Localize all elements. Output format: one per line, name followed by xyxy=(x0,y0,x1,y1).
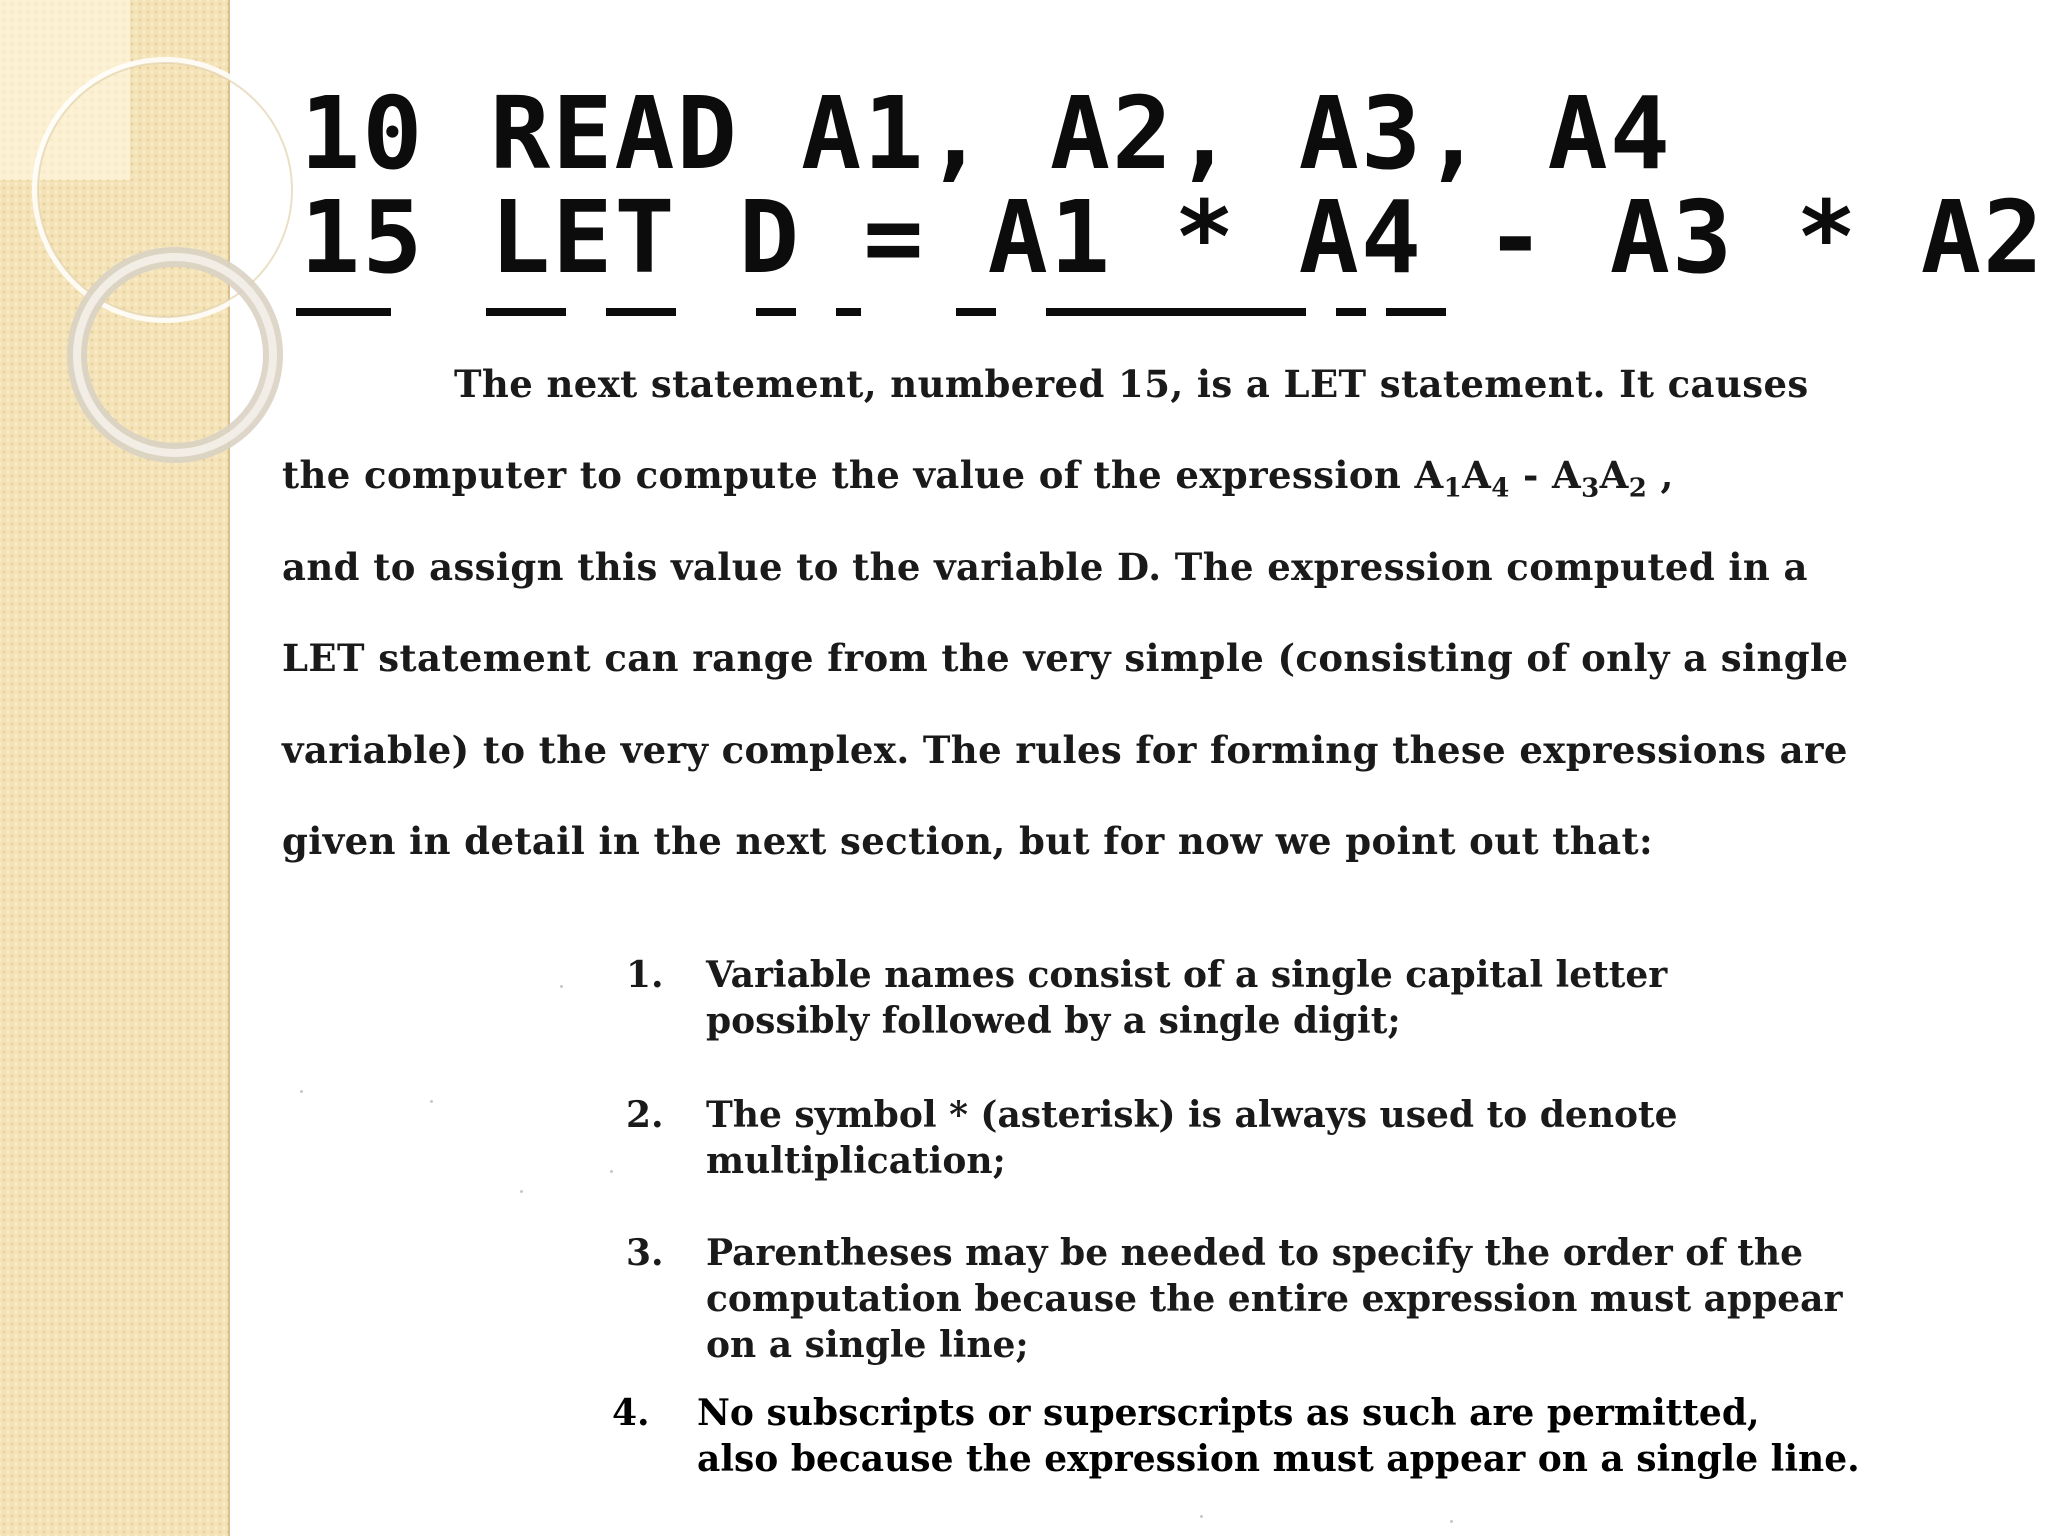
code-line-read xyxy=(300,75,1672,192)
list-item-line: multiplication; xyxy=(706,1140,1006,1182)
list-item-line: computation because the entire expression must appear xyxy=(706,1278,1843,1320)
expression-var: A xyxy=(1599,453,1629,497)
list-number: 3. xyxy=(626,1232,664,1274)
line-number: 10 xyxy=(300,75,425,192)
small-ring-highlight xyxy=(77,257,273,453)
list-item-line: Parentheses may be needed to specify the order of the xyxy=(706,1232,1803,1274)
expression-text: the computer to compute the value of the expression A xyxy=(282,453,1444,497)
line-number: 15 xyxy=(300,179,425,296)
cropped-glyph xyxy=(486,308,566,316)
paragraph-line: LET statement can range from the very simple (consisting of only a single xyxy=(282,636,1849,680)
list-item-text xyxy=(706,952,1667,1044)
list-item-text xyxy=(697,1390,1860,1482)
scan-speck xyxy=(1200,1515,1203,1518)
list-number: 2. xyxy=(626,1094,664,1136)
cropped-glyph xyxy=(836,308,861,316)
let-statement: LET D = A1 * A4 - A3 * A2 xyxy=(490,179,2046,296)
paragraph-line-expression xyxy=(282,453,1674,504)
paragraph-line: given in detail in the next section, but for now we point out that: xyxy=(282,819,1654,863)
cropped-glyph xyxy=(1386,308,1446,316)
code-line-let xyxy=(300,179,2046,296)
expression-minus: - A xyxy=(1509,453,1582,497)
cropped-glyph xyxy=(606,308,676,316)
list-item-text xyxy=(706,1092,1678,1184)
list-number: 4. xyxy=(612,1392,650,1434)
subscript: 1 xyxy=(1443,473,1463,504)
read-statement: READ A1, A2, A3, A4 xyxy=(490,75,1672,192)
list-item-line: No subscripts or superscripts as such are permitted, xyxy=(697,1392,1760,1434)
list-item-text xyxy=(706,1230,1842,1368)
cropped-glyph xyxy=(296,308,391,316)
expression-suffix: , xyxy=(1647,453,1674,497)
large-ring xyxy=(35,60,295,320)
cropped-glyph xyxy=(956,308,996,316)
subscript: 3 xyxy=(1581,473,1600,504)
cropped-code-line xyxy=(296,300,1946,316)
cropped-glyph xyxy=(1336,308,1366,316)
scan-speck xyxy=(610,1170,613,1173)
subscript: 2 xyxy=(1628,473,1648,504)
scan-speck xyxy=(560,985,563,988)
list-item-line: possibly followed by a single digit; xyxy=(706,1000,1401,1042)
cropped-glyph xyxy=(1046,308,1306,316)
paragraph-line: The next statement, numbered 15, is a LET statement. It causes xyxy=(454,362,1809,406)
decorative-rings xyxy=(0,0,300,500)
cropped-glyph xyxy=(756,308,796,316)
list-item-line: Variable names consist of a single capital letter xyxy=(706,954,1668,996)
scan-speck xyxy=(430,1100,433,1103)
paragraph-line: and to assign this value to the variable D. The expression computed in a xyxy=(282,545,1808,589)
scan-speck xyxy=(1450,1520,1453,1523)
list-number: 1. xyxy=(626,954,664,996)
list-item-line: on a single line; xyxy=(706,1324,1029,1366)
scan-speck xyxy=(520,1190,523,1193)
subscript: 4 xyxy=(1491,473,1510,504)
paragraph-line: variable) to the very complex. The rules for forming these expressions are xyxy=(282,728,1848,772)
scan-speck xyxy=(300,1090,303,1093)
list-item-line: also because the expression must appear on a single line. xyxy=(697,1438,1860,1480)
list-item-line: The symbol * (asterisk) is always used to denote xyxy=(706,1094,1678,1136)
large-ring-shade xyxy=(38,63,292,317)
expression-var: A xyxy=(1462,453,1492,497)
